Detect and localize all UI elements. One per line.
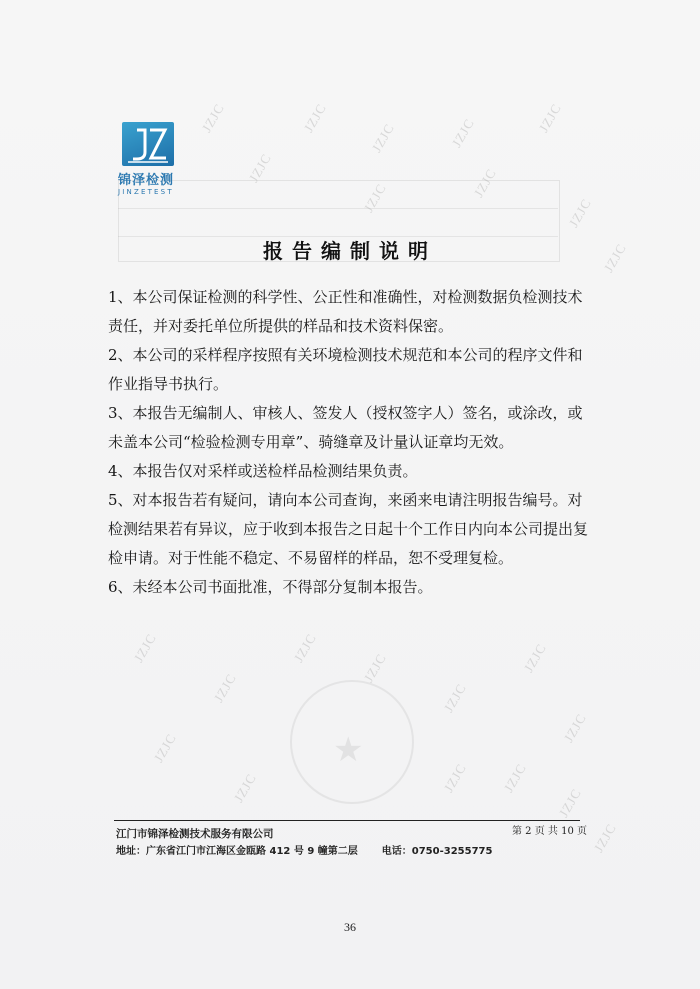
footer-company: 江门市锦泽检测技术服务有限公司 — [116, 828, 274, 840]
logo-name-cn: 锦泽检测 — [118, 173, 175, 188]
watermark: JZJC — [245, 150, 275, 185]
footer-page-info: 第 2 页 共 10 页 — [512, 826, 587, 837]
paragraph-6: 6、未经本公司书面批准，不得部分复制本报告。 — [108, 578, 433, 596]
watermark: JZJC — [500, 760, 530, 795]
watermark: JZJC — [130, 630, 160, 665]
watermark: JZJC — [210, 670, 240, 705]
watermark: JZJC — [360, 180, 390, 215]
logo-jz-icon — [122, 122, 174, 166]
watermark: JZJC — [600, 240, 630, 275]
footer-phone: 电话：0750-3255775 — [381, 846, 493, 857]
paragraph-2: 2、本公司的采样程序按照有关环境检测技术规范和本公司的程序文件和作业指导书执行。 — [108, 346, 583, 393]
watermark: JZJC — [230, 770, 260, 805]
watermark: JZJC — [448, 115, 478, 150]
logo-name-en: JINZETEST — [118, 188, 174, 196]
paragraph-5: 5、对本报告若有疑问，请向本公司查询，来函来电请注明报告编号。对检测结果若有异议，应于收到本报告之日起十个工作日内向本公司提出复检申请。对于性能不稳定、不易留样的样品，恕不受理复检。 — [108, 491, 589, 567]
footer-address-line — [116, 842, 492, 857]
logo-mark-icon — [122, 122, 174, 166]
footer-divider — [114, 820, 580, 821]
watermark: JZJC — [150, 730, 180, 765]
paragraph-3: 3、本报告无编制人、审核人、签发人（授权签字人）签名，或涂改，或未盖本公司“检验检测专用章”、骑缝章及计量认证章均无效。 — [108, 404, 583, 451]
paragraph-1: 1、本公司保证检测的科学性、公正性和准确性，对检测数据负检测技术责任，并对委托单位所提供的样品和技术资料保密。 — [108, 288, 583, 335]
watermark: JZJC — [470, 165, 500, 200]
document-body — [108, 283, 596, 602]
watermark: JZJC — [360, 650, 390, 685]
watermark: JZJC — [590, 820, 620, 855]
paragraph-4: 4、本报告仅对采样或送检样品检测结果负责。 — [108, 462, 418, 480]
watermark: JZJC — [520, 640, 550, 675]
watermark: JZJC — [300, 100, 330, 135]
watermark: JZJC — [368, 120, 398, 155]
ghost-seal-star-icon: ★ — [333, 730, 364, 770]
watermark: JZJC — [290, 630, 320, 665]
watermark: JZJC — [560, 710, 590, 745]
watermark: JZJC — [440, 680, 470, 715]
page-number: 36 — [344, 920, 356, 934]
watermark: JZJC — [555, 785, 585, 820]
watermark: JZJC — [440, 760, 470, 795]
watermark: JZJC — [565, 195, 595, 230]
footer-address: 地址：广东省江门市江海区金瓯路 412 号 9 幢第二层 — [116, 846, 358, 857]
page-title: 报告编制说明 — [263, 239, 437, 263]
watermark: JZJC — [198, 100, 228, 135]
company-logo — [118, 122, 198, 196]
ghost-table-line — [118, 208, 558, 209]
watermark: JZJC — [535, 100, 565, 135]
